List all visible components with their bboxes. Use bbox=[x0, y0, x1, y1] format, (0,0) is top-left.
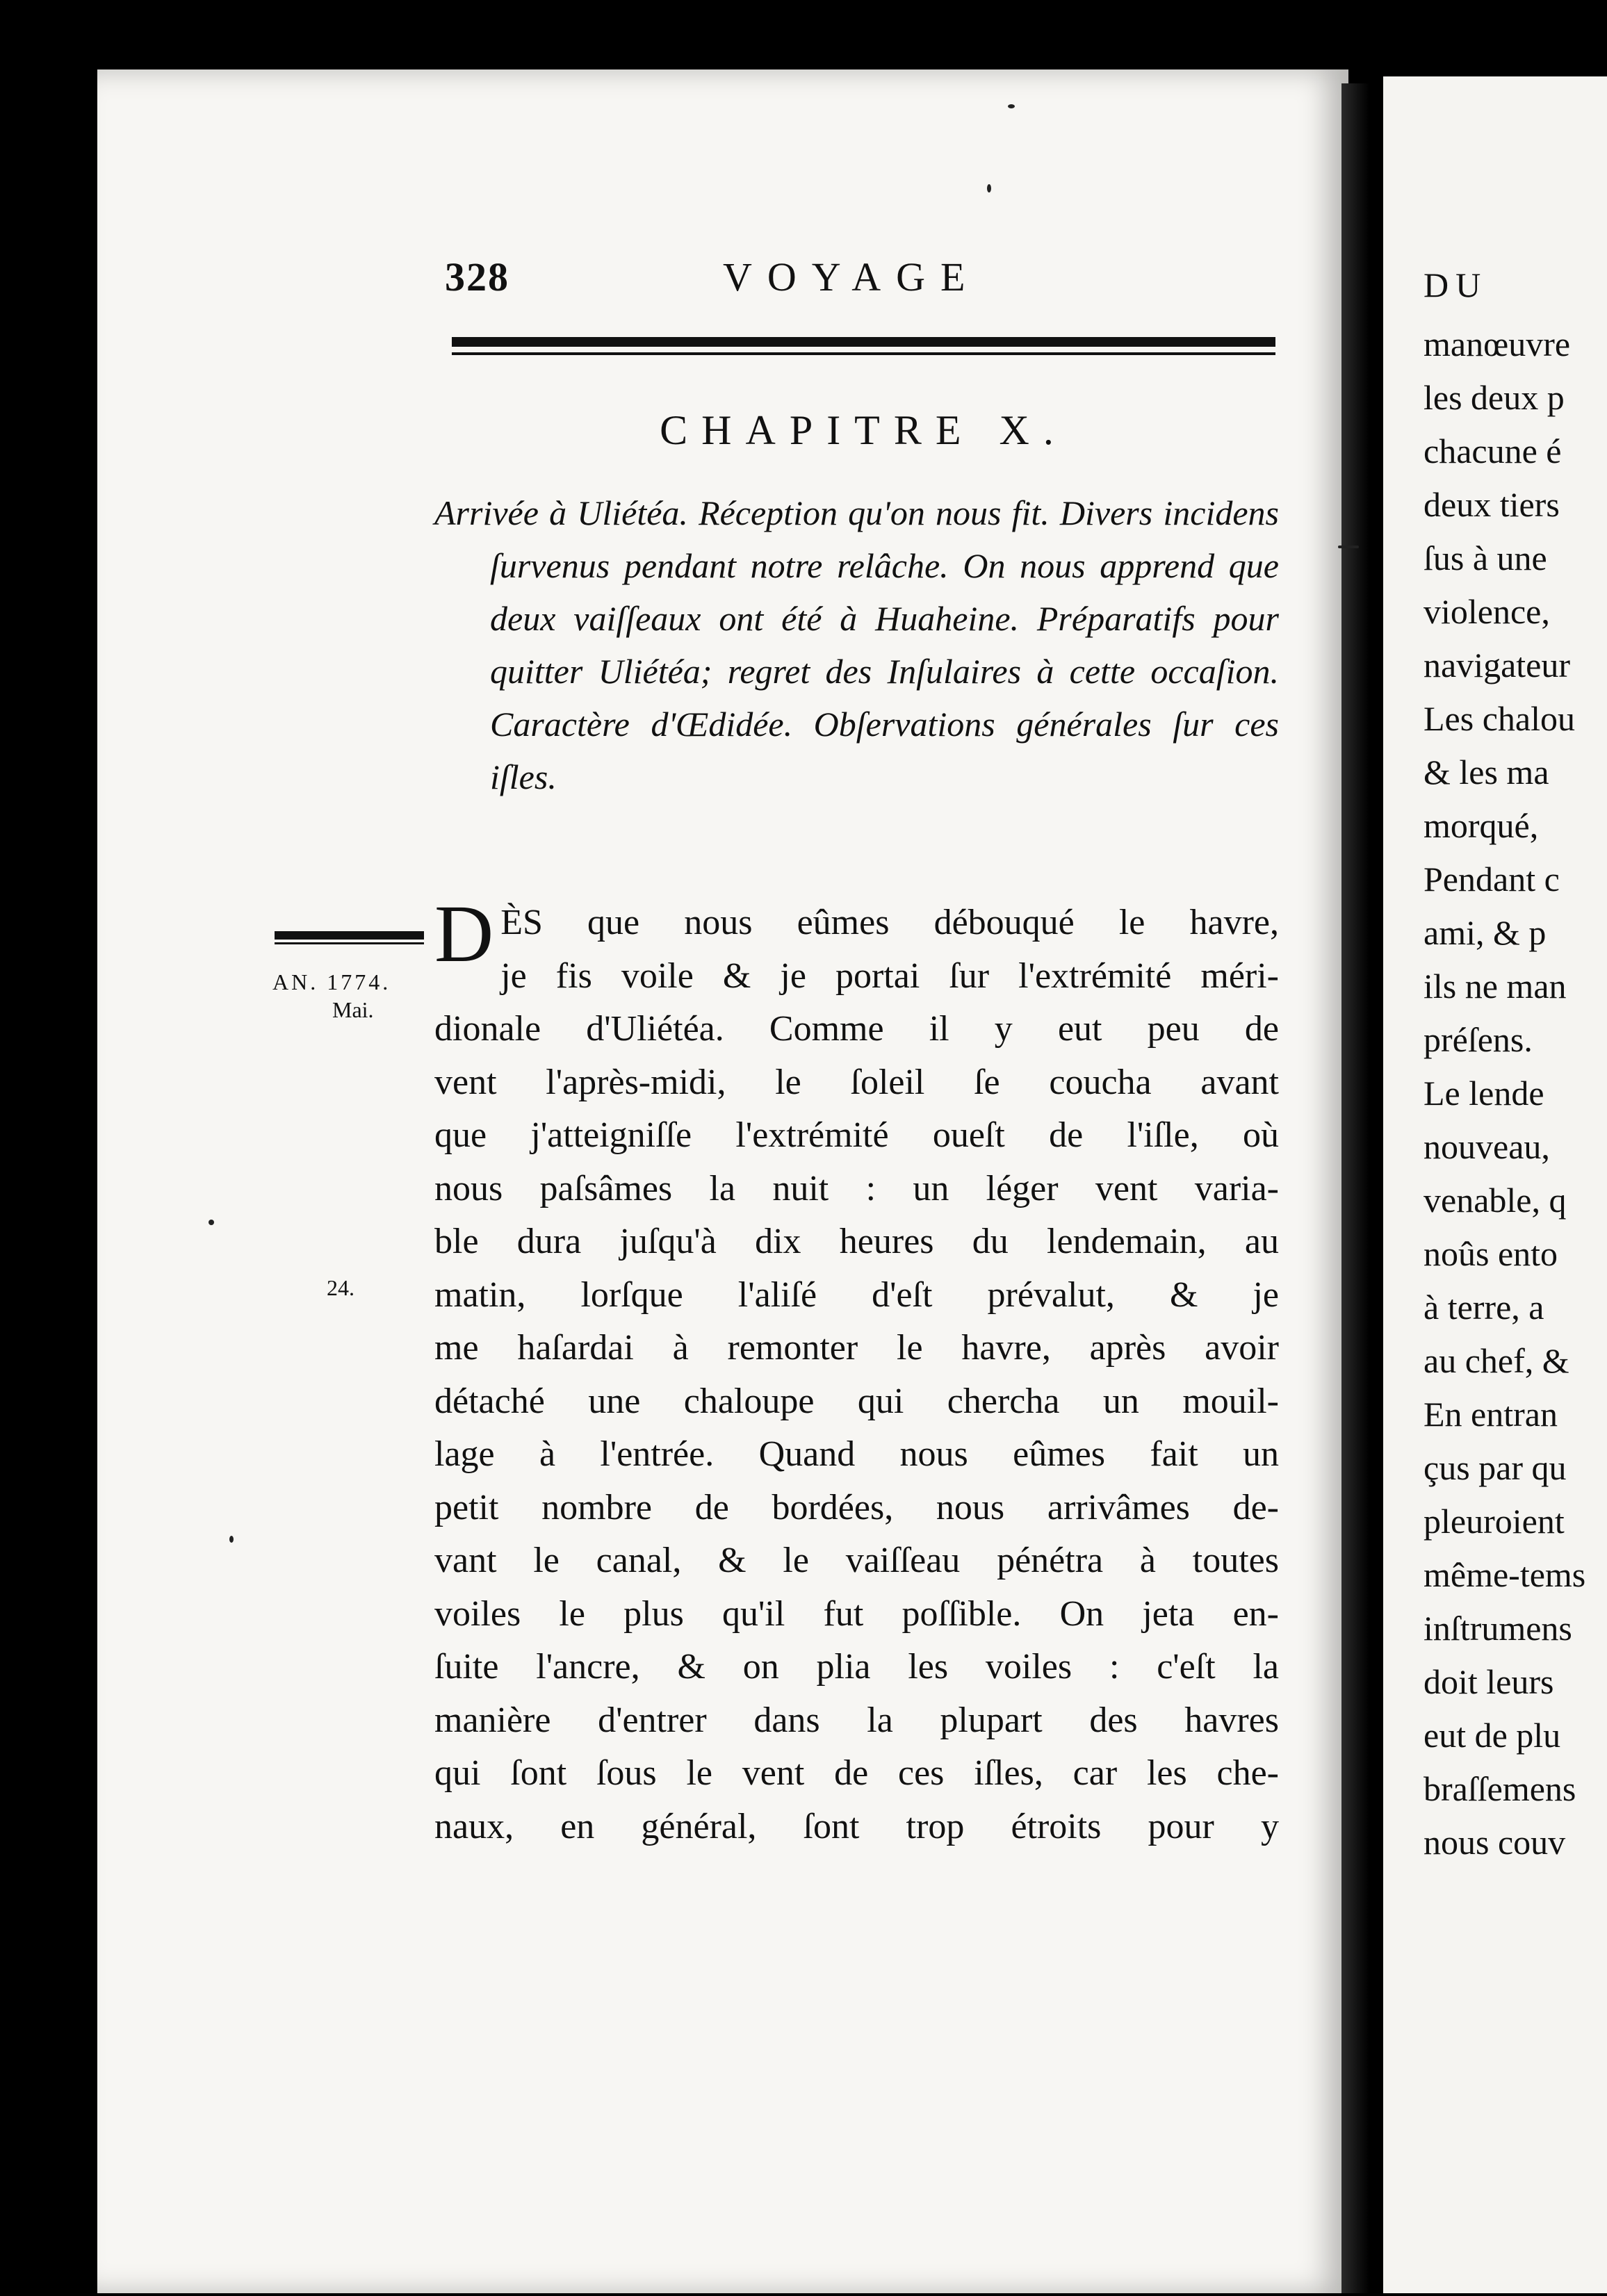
right-line: inſtrumens bbox=[1424, 1609, 1572, 1648]
body-line: ble dura juſqu'à dix heures du lendemain, au bbox=[434, 1222, 1279, 1261]
body-line: lage à l'entrée. Quand nous eûmes fait un bbox=[434, 1434, 1279, 1474]
right-line: au chef, & bbox=[1424, 1341, 1569, 1380]
right-line: manœuvre bbox=[1424, 325, 1571, 363]
body-line: vent l'après-midi, le ſoleil ſe coucha avant bbox=[434, 1062, 1279, 1102]
body-line: qui ſont ſous le vent de ces iſles, car les che- bbox=[434, 1753, 1279, 1793]
body-line: voiles le plus qu'il fut poſſible. On jeta en- bbox=[434, 1593, 1279, 1634]
right-line: venable, q bbox=[1424, 1181, 1567, 1220]
right-line: & les ma bbox=[1424, 753, 1549, 792]
right-line: nouveau, bbox=[1424, 1127, 1550, 1166]
scan-speck bbox=[1338, 546, 1359, 548]
body-line: matin, lorſque l'aliſé d'eſt prévalut, & je bbox=[434, 1274, 1279, 1315]
scan-speck bbox=[209, 1220, 214, 1225]
body-line: dionale d'Uliétéa. Comme il y eut peu de bbox=[434, 1009, 1279, 1049]
right-running-head: DU bbox=[1424, 265, 1488, 304]
body-line: nous paſsâmes la nuit : un léger vent varia- bbox=[434, 1168, 1279, 1208]
right-line: Pendant c bbox=[1424, 860, 1560, 899]
right-line: deux tiers bbox=[1424, 485, 1560, 524]
right-line: pleuroient bbox=[1424, 1502, 1565, 1541]
right-line: doit leurs bbox=[1424, 1662, 1554, 1701]
margin-month-note: Mai. bbox=[332, 997, 374, 1022]
right-line: même-tems bbox=[1424, 1555, 1586, 1594]
right-line: préſens. bbox=[1424, 1020, 1533, 1059]
running-head: VOYAGE bbox=[723, 254, 981, 300]
margin-rule bbox=[275, 931, 424, 940]
page-header bbox=[445, 254, 1279, 309]
right-line: à terre, a bbox=[1424, 1288, 1544, 1327]
right-page-text bbox=[1424, 259, 1607, 1869]
margin-year-note: AN. 1774. bbox=[272, 969, 391, 994]
margin-rule-thin bbox=[275, 942, 424, 944]
right-line: ſus à une bbox=[1424, 539, 1547, 577]
body-line: détaché une chaloupe qui chercha un mouil- bbox=[434, 1381, 1279, 1421]
right-line: braſſemens bbox=[1424, 1769, 1576, 1808]
body-line: naux, en général, ſont trop étroits pour y bbox=[434, 1806, 1279, 1846]
book-gutter bbox=[1341, 83, 1369, 2293]
right-line: Les chalou bbox=[1424, 699, 1575, 738]
body-line: je fis voile & je portai ſur l'extrémité méri- bbox=[500, 956, 1279, 996]
right-line: eut de plu bbox=[1424, 1716, 1561, 1755]
right-line: noûs ento bbox=[1424, 1234, 1558, 1273]
right-line: nous couv bbox=[1424, 1823, 1566, 1862]
header-rule-thick bbox=[452, 337, 1275, 347]
right-line: ils ne man bbox=[1424, 967, 1567, 1006]
body-text bbox=[434, 888, 1279, 1853]
scan-speck bbox=[987, 184, 991, 192]
page-number: 328 bbox=[445, 254, 509, 300]
right-line: En entran bbox=[1424, 1395, 1558, 1434]
right-line: çus par qu bbox=[1424, 1448, 1567, 1487]
body-line: que j'atteigniſſe l'extrémité oueſt de l'iſle, où bbox=[434, 1115, 1279, 1155]
scan-speck bbox=[229, 1536, 234, 1543]
right-line: violence, bbox=[1424, 592, 1550, 631]
drop-cap: D bbox=[434, 888, 494, 979]
right-line: les deux p bbox=[1424, 378, 1565, 417]
chapter-summary bbox=[434, 486, 1279, 803]
chapter-summary-text: Arrivée à Uliétéa. Réception qu'on nous fit. Divers incidens ſurvenus pendant notre relâche. On nous apprend que deux vaiſſeaux ont été à Huaheine. Préparatifs pour quitter Uliétéa; regret des Inſulaires à cette occaſion. Caractère d'Œdidée. Obſervations générales ſur ces iſles. bbox=[434, 493, 1279, 796]
right-line: Le lende bbox=[1424, 1074, 1544, 1113]
chapter-title: CHAPITRE X. bbox=[660, 407, 1068, 453]
body-line: petit nombre de bordées, nous arrivâmes de- bbox=[434, 1487, 1279, 1527]
margin-day-note: 24. bbox=[327, 1275, 354, 1300]
right-line: morqué, bbox=[1424, 806, 1539, 845]
scan-speck bbox=[1008, 104, 1015, 108]
right-line: ami, & p bbox=[1424, 913, 1547, 952]
body-line: ſuite l'ancre, & on plia les voiles : c'eſt la bbox=[434, 1647, 1279, 1687]
body-line: me haſardai à remonter le havre, après avoir bbox=[434, 1328, 1279, 1368]
body-line: manière d'entrer dans la plupart des havres bbox=[434, 1700, 1279, 1740]
body-line: vant le canal, & le vaiſſeau pénétra à toutes bbox=[434, 1541, 1279, 1580]
header-rule-thin bbox=[452, 352, 1275, 355]
right-line: navigateur bbox=[1424, 646, 1571, 684]
body-line: ÈS que nous eûmes débouqué le havre, bbox=[500, 903, 1279, 942]
right-line: chacune é bbox=[1424, 432, 1562, 470]
